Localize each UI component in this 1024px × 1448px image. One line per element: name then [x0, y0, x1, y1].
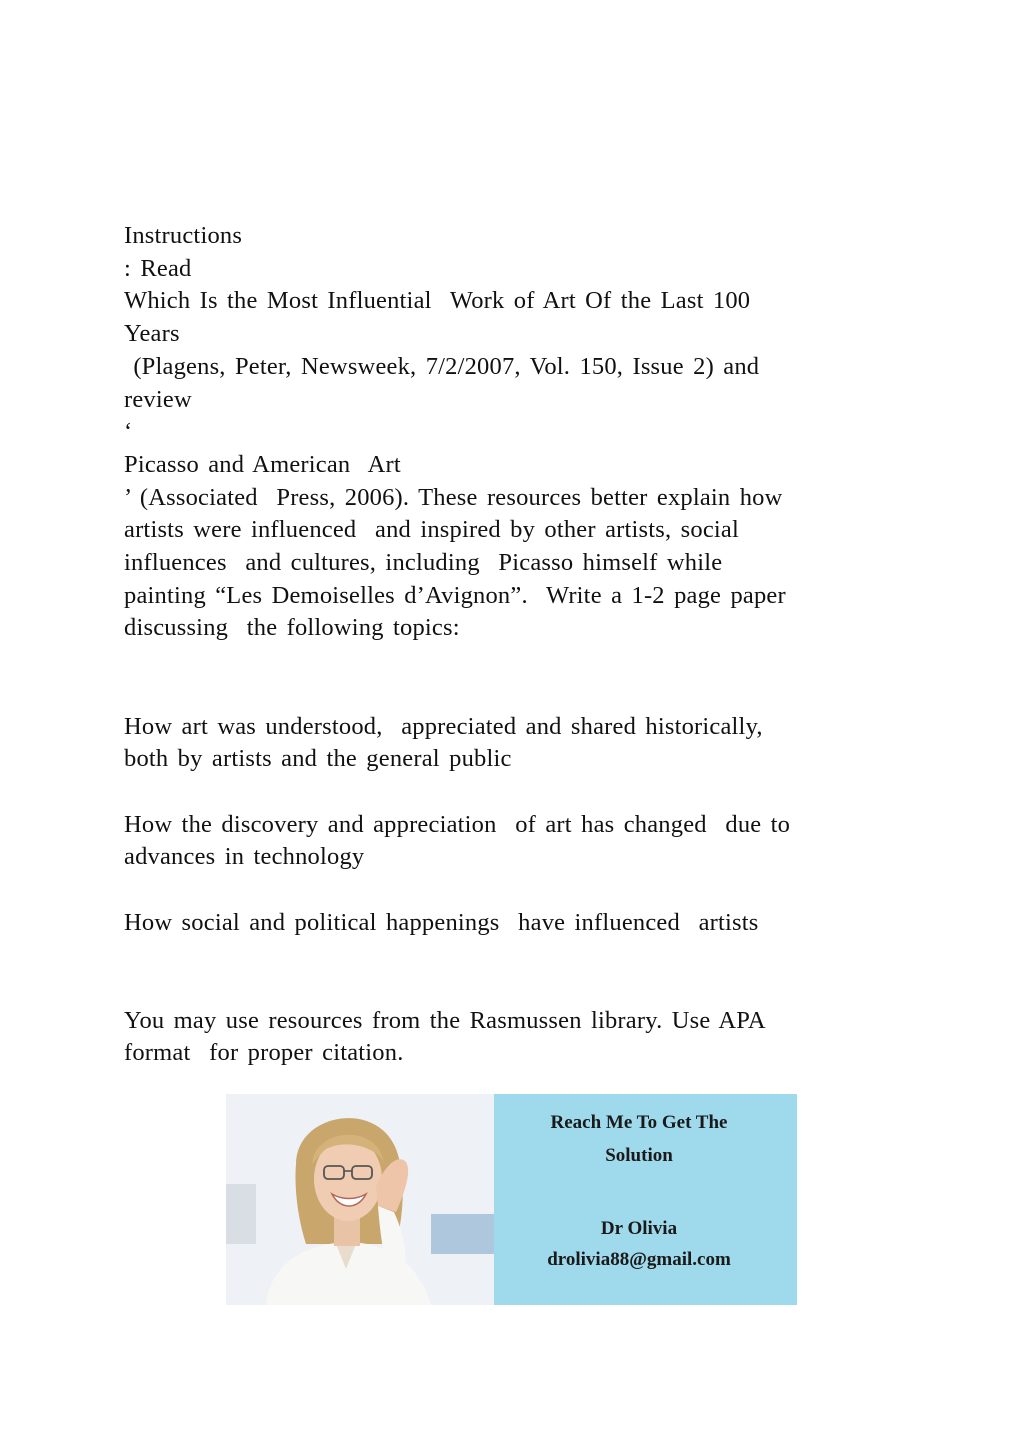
blank-line	[124, 645, 904, 678]
contact-info-panel	[494, 1094, 797, 1305]
blank-line	[124, 972, 904, 1005]
banner-heading-line2: Solution	[605, 1145, 673, 1166]
blank-line	[124, 874, 904, 907]
text-line: Which Is the Most Influential Work of Art Of the Last 100	[124, 287, 751, 315]
woman-photo	[226, 1094, 494, 1305]
instructions-text	[124, 220, 904, 1070]
contact-banner	[226, 1094, 797, 1305]
topic-line: How social and political happenings have influenced artists	[124, 908, 759, 936]
closing-line: format for proper citation.	[124, 1039, 404, 1067]
text-line: ‘	[124, 418, 133, 446]
topic-line: How art was understood, appreciated and shared historically,	[124, 712, 763, 740]
blank-line	[124, 939, 904, 972]
background-furniture	[431, 1214, 494, 1254]
topic-line: How the discovery and appreciation of art has changed due to	[124, 810, 791, 838]
text-line: discussing the following topics:	[124, 614, 460, 642]
topic-line: advances in technology	[124, 843, 365, 871]
woman-illustration	[226, 1094, 494, 1305]
text-line: painting “Les Demoiselles d’Avignon”. Write a 1-2 page paper	[124, 581, 786, 609]
text-line: Instructions	[124, 222, 243, 249]
text-line: review	[124, 385, 192, 413]
topic-line: both by artists and the general public	[124, 745, 512, 773]
text-line: Years	[124, 320, 180, 348]
closing-line: You may use resources from the Rasmussen library. Use APA	[124, 1006, 766, 1034]
blank-line	[124, 678, 904, 711]
background-wall	[226, 1184, 256, 1244]
text-line: Picasso and American Art	[124, 450, 401, 478]
blank-line	[124, 776, 904, 809]
text-line: : Read	[124, 254, 192, 282]
text-line: ’ (Associated Press, 2006). These resources better explain how	[124, 483, 783, 511]
banner-heading-line1: Reach Me To Get The	[550, 1112, 728, 1133]
text-line: (Plagens, Peter, Newsweek, 7/2/2007, Vol. 150, Issue 2) and	[124, 352, 760, 380]
contact-name: Dr Olivia	[600, 1218, 678, 1239]
contact-email[interactable]: drolivia88@gmail.com	[547, 1249, 731, 1270]
text-line: influences and cultures, including Picasso himself while	[124, 549, 723, 577]
text-line: artists were influenced and inspired by other artists, social	[124, 516, 739, 544]
